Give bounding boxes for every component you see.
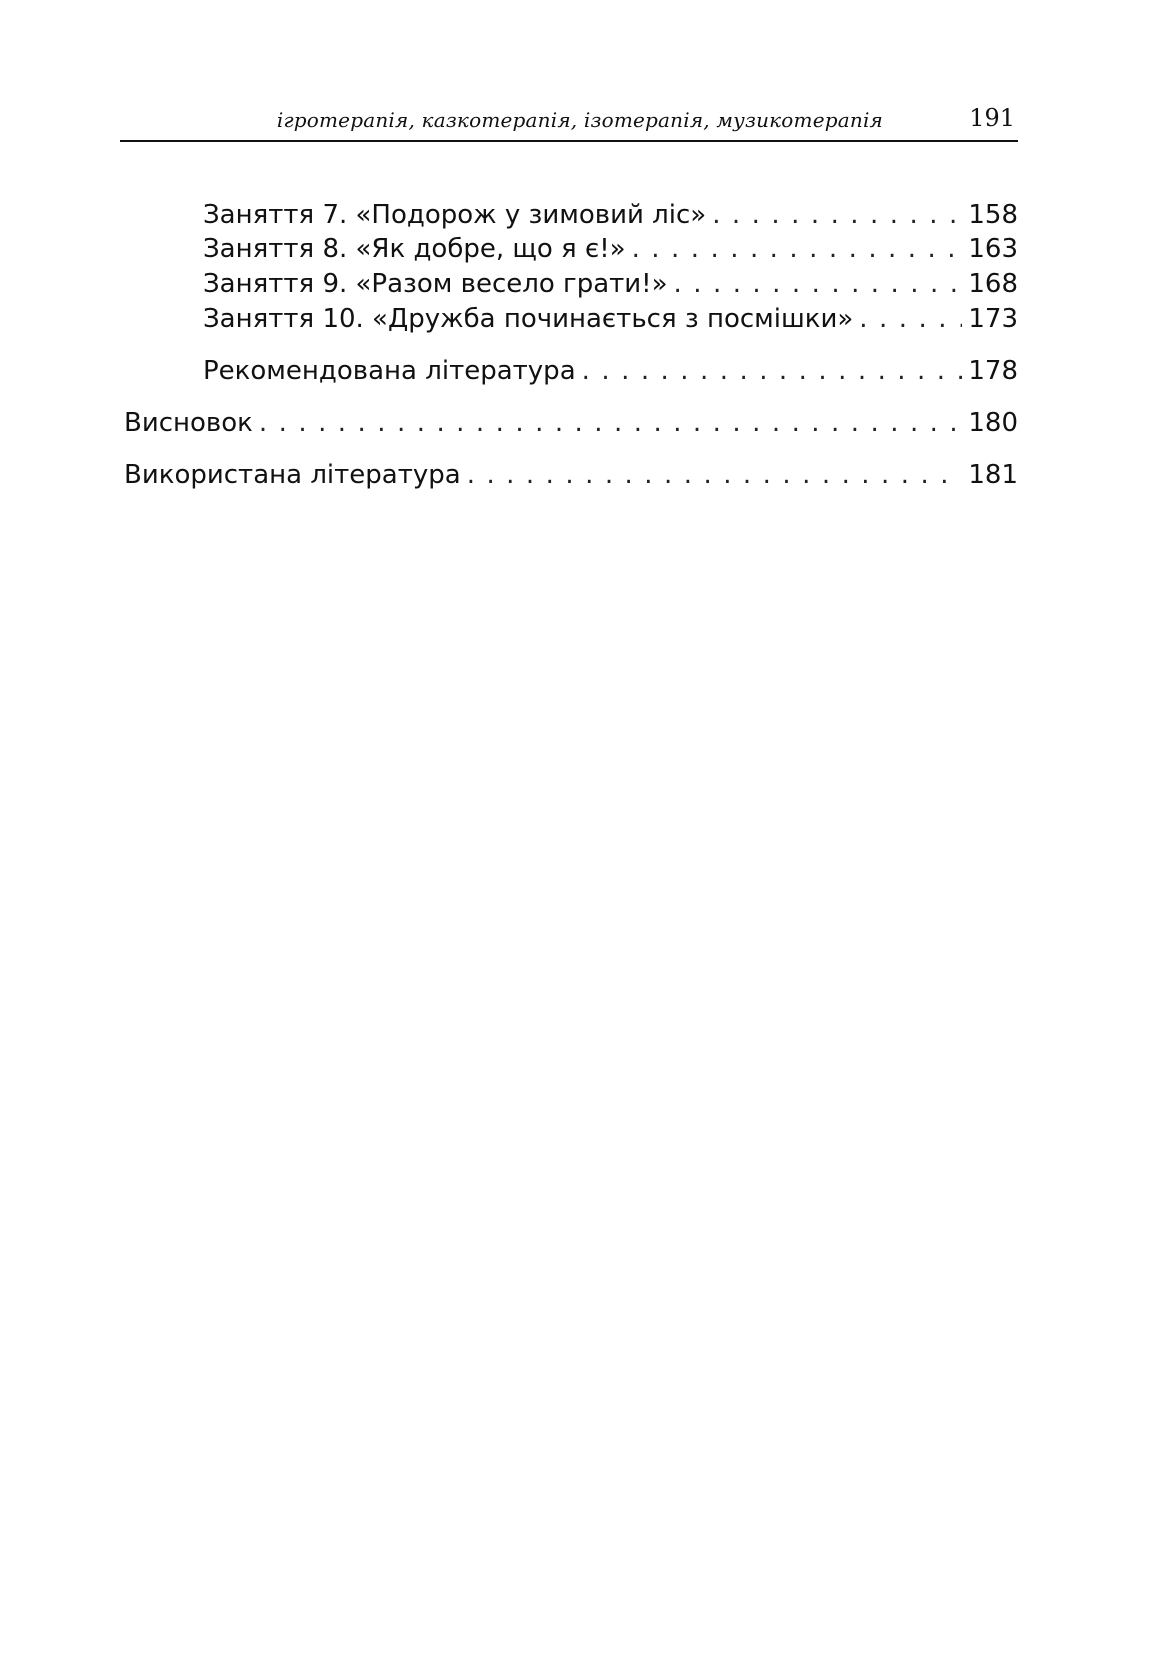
- toc-entry-label: Висновок: [124, 408, 253, 438]
- toc-entry-page: 173: [968, 304, 1018, 334]
- running-header-title: ігротерапія, казкотерапія, ізотерапія, музикотерапія: [276, 108, 883, 132]
- page-number: 191: [969, 104, 1015, 132]
- dot-leader: [674, 267, 963, 301]
- toc-entry-lesson-7[interactable]: [203, 198, 1018, 232]
- toc-entry-page: 163: [968, 234, 1018, 264]
- dot-leader: [632, 232, 963, 266]
- toc-entry-label: Рекомендована література: [203, 356, 576, 386]
- toc-entry-page: 181: [968, 460, 1018, 490]
- toc-entry-lesson-10[interactable]: [203, 302, 1018, 336]
- toc-entry-label: Заняття 7. «Подорож у зимовий ліс»: [203, 200, 707, 230]
- toc-entry-conclusion[interactable]: [124, 406, 1018, 440]
- dot-leader: [467, 458, 963, 492]
- toc-entry-label: Заняття 9. «Разом весело грати!»: [203, 269, 668, 299]
- toc-entry-lesson-9[interactable]: [203, 267, 1018, 301]
- toc-entry-page: 180: [968, 408, 1018, 438]
- toc-entry-label: Використана література: [124, 460, 461, 490]
- toc-entry-page: 168: [968, 269, 1018, 299]
- toc-entry-label: Заняття 8. «Як добре, що я є!»: [203, 234, 626, 264]
- toc-entry-page: 178: [968, 356, 1018, 386]
- dot-leader: [259, 406, 962, 440]
- toc-entry-recommended-literature[interactable]: [203, 354, 1018, 388]
- toc-entry-page: 158: [968, 200, 1018, 230]
- toc-entry-lesson-8[interactable]: [203, 232, 1018, 266]
- dot-leader: [859, 302, 962, 336]
- toc-entry-label: Заняття 10. «Дружба починається з посмішки»: [203, 304, 854, 334]
- running-header: [120, 104, 1018, 142]
- toc-entry-references[interactable]: [124, 458, 1018, 492]
- dot-leader: [712, 198, 962, 232]
- dot-leader: [582, 354, 963, 388]
